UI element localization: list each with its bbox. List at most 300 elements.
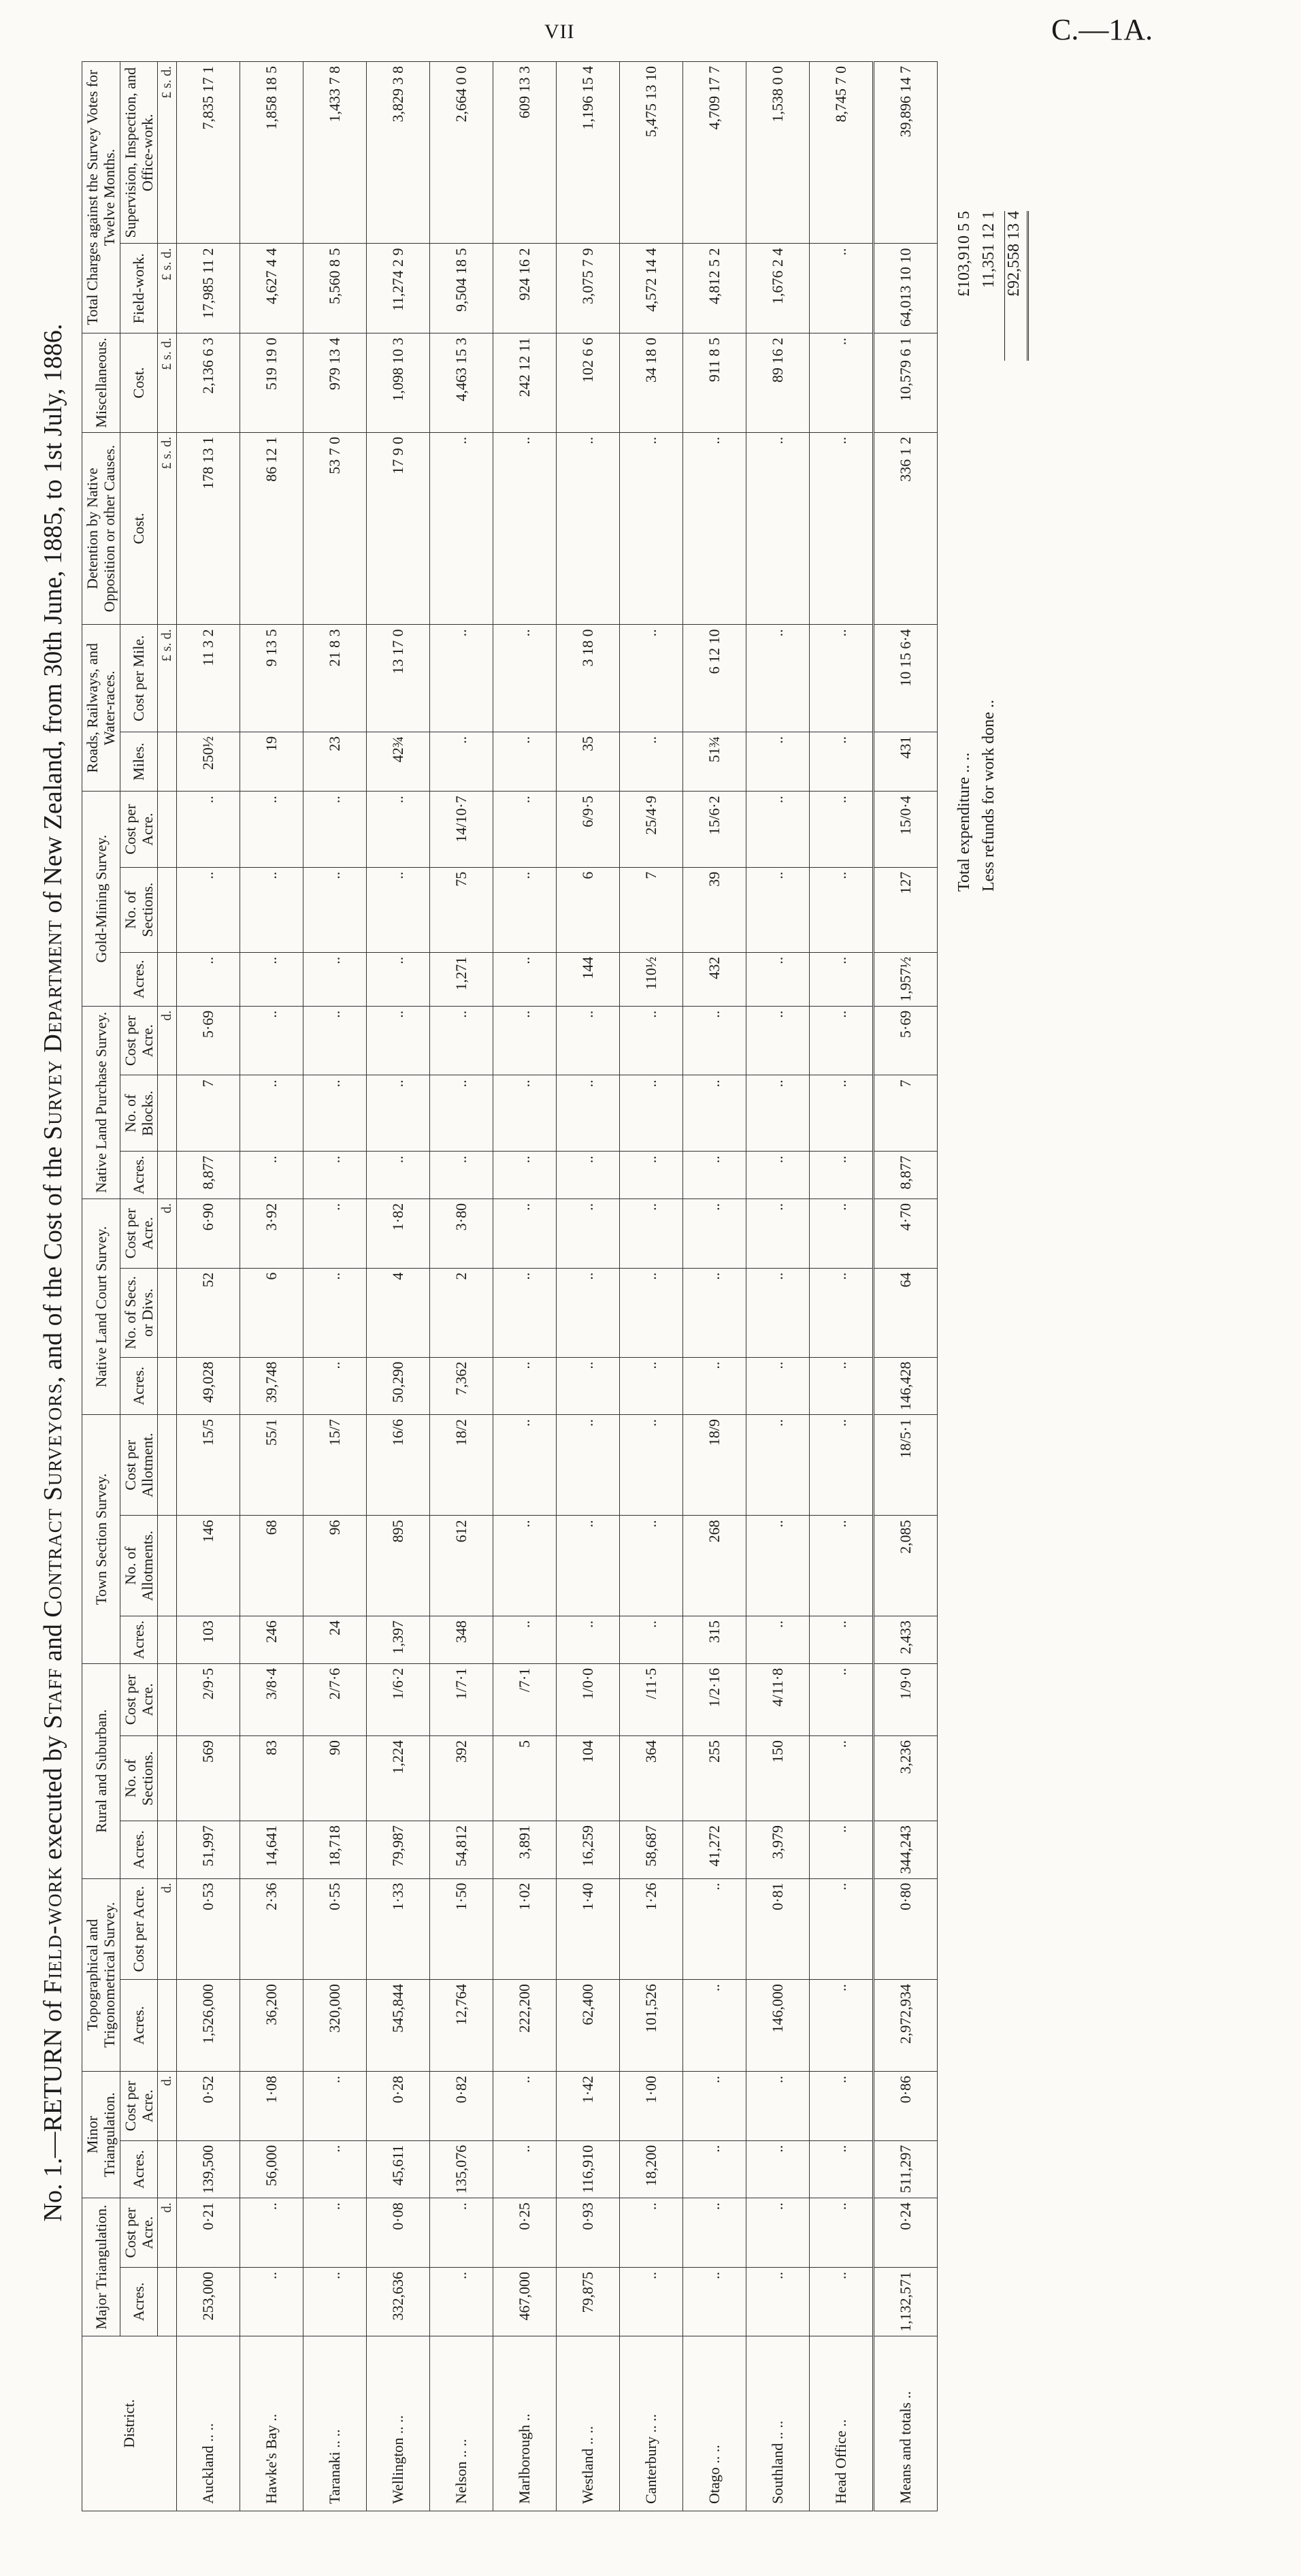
header-sub: Cost per Allotment. [120,1415,158,1516]
expenditure-value: £92,558 13 4 [1004,211,1029,361]
table-cell: 3,891 [493,1821,557,1879]
table-cell: .. [810,432,874,625]
table-cell: .. [367,952,430,1006]
table-cell: 102 6 6 [557,333,620,433]
table-cell: 4 [367,1268,430,1357]
table-cell: .. [683,1006,746,1075]
table-row [430,62,493,2511]
table-cell: .. [810,1415,874,1516]
table-cell: 3,236 [874,1736,938,1821]
table-cell: 0·86 [874,2071,938,2140]
table-cell: .. [683,1075,746,1152]
expenditure-label: Less refunds for work done .. [980,700,998,892]
table-row [367,62,430,2511]
header-group: Minor Triangulation. [82,2071,120,2198]
table-cell: 9 13 5 [240,625,303,732]
table-cell: 58,687 [620,1821,683,1879]
table-cell: 1,538 0 0 [746,62,810,244]
table-cell: 18,718 [303,1821,367,1879]
header-group: Gold-Mining Survey. [82,792,120,1007]
table-cell: 56,000 [240,2140,303,2198]
table-cell: 4/11·8 [746,1663,810,1735]
table-cell: .. [177,792,240,868]
table-cell: 6·90 [177,1199,240,1268]
header-sub: Cost per Acre. [120,2071,158,2140]
table-cell: /7·1 [493,1663,557,1735]
table-cell: 19 [240,732,303,791]
table-cell: 17,985 11 2 [177,244,240,333]
table-cell: 16/6 [367,1415,430,1516]
rotated-return-table [38,34,1263,2511]
table-cell: 924 16 2 [493,244,557,333]
unit-label: £ s. d. [158,62,177,244]
table-row [746,62,810,2511]
header-sub: Acres. [120,952,158,1006]
table-cell: 3,075 7 9 [557,244,620,333]
table-cell: 1/6·2 [367,1663,430,1735]
unit-label [158,1663,177,1735]
table-cell: .. [746,1152,810,1199]
unit-label [158,1980,177,2072]
table-cell: 431 [874,732,938,791]
table-cell: 0·52 [177,2071,240,2140]
table-cell: .. [303,2140,367,2198]
table-cell: .. [240,792,303,868]
table-cell: 1,397 [367,1616,430,1664]
table-cell: 144 [557,952,620,1006]
table-cell: .. [746,1006,810,1075]
title-contract: Contract Surveyors [39,1382,67,1618]
header-group: Total Charges against the Survey Votes for Twelve Months. [82,62,120,333]
table-cell: .. [493,792,557,868]
table-cell: .. [493,1357,557,1415]
table-cell: 68 [240,1516,303,1616]
table-cell: 1·26 [620,1878,683,1980]
header-sub: Cost per Acre. [120,1199,158,1268]
table-cell: .. [493,1152,557,1199]
header-group: Miscellaneous. [82,333,120,433]
table-cell: .. [810,1152,874,1199]
table-cell: .. [810,792,874,868]
title-fieldwork: Field-work [39,1866,67,1994]
table-cell: .. [367,1075,430,1152]
table-cell: 7,835 17 1 [177,62,240,244]
table-cell: 1·33 [367,1878,430,1980]
table-cell: 83 [240,1736,303,1821]
table-cell: 79,987 [367,1821,430,1879]
table-cell: 320,000 [303,1980,367,2072]
title-staff: Staff [39,1667,67,1729]
table-cell: 0·82 [430,2071,493,2140]
unit-label [158,2140,177,2198]
unit-label [158,2268,177,2336]
expenditure-label: Total expenditure .. .. [955,752,974,892]
unit-label: d. [158,1878,177,1980]
table-cell: 35 [557,732,620,791]
table-cell: .. [746,2268,810,2336]
table-cell: 2,136 6 3 [177,333,240,433]
table-cell: .. [240,867,303,952]
table-cell: .. [620,2198,683,2268]
table-cell: 4,627 4 4 [240,244,303,333]
table-cell: 79,875 [557,2268,620,2336]
table-cell: .. [746,1357,810,1415]
table-cell: 246 [240,1616,303,1664]
unit-label [158,952,177,1006]
table-cell: .. [620,1357,683,1415]
table-cell: 178 13 1 [177,432,240,625]
unit-label [158,1268,177,1357]
district-name: Wellington .. .. [367,2336,430,2511]
table-title [38,34,68,2511]
header-sub: Acres. [120,1357,158,1415]
table-cell: 18/9 [683,1415,746,1516]
table-cell: .. [746,1199,810,1268]
header-sub: Cost per Acre. [120,1006,158,1075]
table-cell: 1·08 [240,2071,303,2140]
header-row-units [158,62,177,2511]
table-cell: 51¾ [683,732,746,791]
table-cell: 62,400 [557,1980,620,2072]
table-cell: 344,243 [874,1821,938,1879]
table-cell: 364 [620,1736,683,1821]
table-cell: .. [557,1616,620,1664]
table-cell: 0·08 [367,2198,430,2268]
table-cell: .. [810,2071,874,2140]
table-cell: .. [493,2071,557,2140]
header-group: Major Triangulation. [82,2198,120,2336]
table-cell: .. [493,1268,557,1357]
header-sub: Acres. [120,1152,158,1199]
table-cell: 7 [874,1075,938,1152]
table-cell: 18/5·1 [874,1415,938,1516]
table-cell: 15/6·2 [683,792,746,868]
title-text-2: and [39,1624,67,1661]
header-sub: Cost per Mile. [120,625,158,732]
unit-label [158,1075,177,1152]
table-cell: .. [240,2198,303,2268]
title-text-3: , and of the Cost of the [39,1146,67,1383]
table-cell: .. [620,1006,683,1075]
header-sub: Cost. [120,432,158,625]
table-cell: .. [557,1199,620,1268]
table-cell: 3 18 0 [557,625,620,732]
table-cell: .. [493,732,557,791]
table-cell: 1/2·16 [683,1663,746,1735]
table-cell: 2 [430,1268,493,1357]
table-cell: .. [810,1075,874,1152]
unit-label: d. [158,1199,177,1268]
table-cell: 7 [177,1075,240,1152]
document-reference: C.—1A. [1051,13,1153,46]
expenditure-value: £103,910 5 5 [955,211,974,297]
table-cell: 39 [683,867,746,952]
table-cell: 1/7·1 [430,1663,493,1735]
table-cell: .. [557,1516,620,1616]
table-cell: 15/0·4 [874,792,938,868]
header-sub: Cost per Acre. [120,792,158,868]
title-text-1: executed by [39,1735,67,1860]
district-name: Marlborough .. [493,2336,557,2511]
district-name: Otago .. .. [683,2336,746,2511]
header-sub: Cost per Acre. [120,2198,158,2268]
table-cell: .. [557,1415,620,1516]
unit-label [158,1415,177,1516]
table-cell: 6 [240,1268,303,1357]
table-cell: 51,997 [177,1821,240,1879]
table-cell: 5 [493,1736,557,1821]
table-cell: 146,428 [874,1357,938,1415]
table-cell: 15/5 [177,1415,240,1516]
table-cell: 21 8 3 [303,625,367,732]
table-cell: 1,098 10 3 [367,333,430,433]
table-cell: .. [683,1357,746,1415]
table-cell: 0·55 [303,1878,367,1980]
table-cell: .. [683,2198,746,2268]
table-cell: 64 [874,1268,938,1357]
table-cell: .. [620,1152,683,1199]
header-sub: Acres. [120,1980,158,2072]
table-cell: .. [810,867,874,952]
table-cell: 222,200 [493,1980,557,2072]
table-row [683,62,746,2511]
unit-label [158,1736,177,1821]
header-sub: Acres. [120,2140,158,2198]
table-cell: 2,664 0 0 [430,62,493,244]
table-cell: 39,896 14 7 [874,62,938,244]
table-cell: 1,224 [367,1736,430,1821]
table-cell: .. [430,2198,493,2268]
table-cell: .. [746,732,810,791]
table-cell: 139,500 [177,2140,240,2198]
district-name: Nelson .. .. [430,2336,493,2511]
table-cell: 14/10·7 [430,792,493,868]
table-cell: 2,433 [874,1616,938,1664]
table-cell: .. [746,2198,810,2268]
unit-label [158,1616,177,1664]
table-cell: 75 [430,867,493,952]
table-row [810,62,874,2511]
header-group: Roads, Railways, and Water-races. [82,625,120,792]
table-cell: 12,764 [430,1980,493,2072]
table-cell: 14,641 [240,1821,303,1879]
table-cell: .. [367,1152,430,1199]
table-cell: 0·21 [177,2198,240,2268]
table-cell: 569 [177,1736,240,1821]
unit-label: £ s. d. [158,625,177,732]
table-cell: 23 [303,732,367,791]
table-cell: 911 8 5 [683,333,746,433]
district-name: Hawke's Bay .. [240,2336,303,2511]
table-row [557,62,620,2511]
table-cell: 0·93 [557,2198,620,2268]
table-cell: 612 [430,1516,493,1616]
unit-label: £ s. d. [158,244,177,333]
table-cell: 146 [177,1516,240,1616]
table-cell: 41,272 [683,1821,746,1879]
table-cell: 3·92 [240,1199,303,1268]
table-cell: .. [810,1878,874,1980]
expenditure-summary [955,34,1119,2511]
table-cell: 7,362 [430,1357,493,1415]
header-sub: No. of Blocks. [120,1075,158,1152]
table-cell: 6 [557,867,620,952]
table-cell: 1·02 [493,1878,557,1980]
table-cell: .. [303,2071,367,2140]
table-cell: .. [746,625,810,732]
header-group: Rural and Suburban. [82,1663,120,1878]
table-row [493,62,557,2511]
expenditure-line [955,211,980,892]
table-cell: 34 18 0 [620,333,683,433]
unit-label: d. [158,1006,177,1075]
table-cell: 0·28 [367,2071,430,2140]
table-cell: 1,196 15 4 [557,62,620,244]
table-cell: .. [620,1075,683,1152]
table-cell: .. [620,625,683,732]
table-cell: 4,572 14 4 [620,244,683,333]
table-cell: .. [810,2268,874,2336]
table-cell: .. [810,952,874,1006]
table-cell: .. [303,2268,367,2336]
table-cell: .. [810,1616,874,1664]
table-cell: .. [493,1415,557,1516]
table-cell: .. [810,2198,874,2268]
table-cell: .. [746,792,810,868]
table-cell: .. [746,952,810,1006]
table-cell: 332,636 [367,2268,430,2336]
table-cell: 49,028 [177,1357,240,1415]
table-cell: .. [810,732,874,791]
table-cell: .. [746,1616,810,1664]
table-cell: 1·50 [430,1878,493,1980]
table-cell: 1·00 [620,2071,683,2140]
table-cell: 24 [303,1616,367,1664]
district-name: Head Office .. [810,2336,874,2511]
table-cell: 8,877 [874,1152,938,1199]
table-cell: 5·69 [177,1006,240,1075]
table-cell: .. [683,1152,746,1199]
district-name: Canterbury .. .. [620,2336,683,2511]
table-cell: 55/1 [240,1415,303,1516]
table-cell: 3,979 [746,1821,810,1879]
table-cell: 6/9·5 [557,792,620,868]
table-cell: 104 [557,1736,620,1821]
header-group: Native Land Court Survey. [82,1199,120,1414]
unit-label: d. [158,2071,177,2140]
header-sub: Acres. [120,1616,158,1664]
table-cell: 519 19 0 [240,333,303,433]
district-name: Southland .. .. [746,2336,810,2511]
table-cell: 895 [367,1516,430,1616]
table-cell: 110½ [620,952,683,1006]
table-cell: 336 1 2 [874,432,938,625]
table-cell: .. [620,732,683,791]
table-cell: .. [746,2071,810,2140]
table-cell: 1·40 [557,1878,620,1980]
expenditure-line [980,211,1004,892]
table-cell: 10,579 6 1 [874,333,938,433]
unit-label: £ s. d. [158,432,177,625]
table-cell: .. [430,625,493,732]
table-cell: 1/9·0 [874,1663,938,1735]
table-cell: 90 [303,1736,367,1821]
net-expenditure [1004,211,1029,892]
table-cell: /11·5 [620,1663,683,1735]
table-cell: .. [430,1152,493,1199]
table-cell: 1/0·0 [557,1663,620,1735]
table-cell: 979 13 4 [303,333,367,433]
table-cell: 2/7·6 [303,1663,367,1735]
table-cell: .. [683,1268,746,1357]
totals-row [874,62,938,2511]
table-cell: 348 [430,1616,493,1664]
table-cell: 250½ [177,732,240,791]
header-group: Detention by Native Opposition or other Causes. [82,432,120,625]
table-cell: 0·53 [177,1878,240,1980]
table-cell: 42¾ [367,732,430,791]
table-row [620,62,683,2511]
table-cell: .. [620,432,683,625]
table-cell: .. [430,1075,493,1152]
table-cell: 268 [683,1516,746,1616]
table-cell: 1,433 7 8 [303,62,367,244]
table-cell: .. [810,625,874,732]
table-cell: 36,200 [240,1980,303,2072]
table-cell: .. [810,244,874,333]
table-cell: .. [810,333,874,433]
unit-label [158,732,177,791]
table-cell: .. [240,952,303,1006]
table-cell: 150 [746,1736,810,1821]
table-cell: 255 [683,1736,746,1821]
header-group: Native Land Purchase Survey. [82,1006,120,1199]
table-cell: .. [430,1006,493,1075]
table-cell: 1,676 2 4 [746,244,810,333]
table-cell: 545,844 [367,1980,430,2072]
table-cell: 6 12 10 [683,625,746,732]
table-cell: 64,013 10 10 [874,244,938,333]
table-cell: .. [810,1980,874,2072]
table-cell: .. [493,1006,557,1075]
table-cell: .. [746,1516,810,1616]
district-name: Means and totals .. [874,2336,938,2511]
header-district: District. [82,2336,177,2511]
table-cell: 50,290 [367,1357,430,1415]
table-cell: .. [810,1006,874,1075]
table-cell: .. [303,1152,367,1199]
table-cell: .. [683,432,746,625]
table-cell: .. [430,732,493,791]
header-sub: No. of Sections. [120,867,158,952]
table-cell: .. [493,625,557,732]
table-cell: .. [810,1663,874,1735]
table-row [177,62,240,2511]
table-cell: .. [810,1736,874,1821]
table-cell: .. [810,1268,874,1357]
table-cell: .. [303,867,367,952]
table-cell: 432 [683,952,746,1006]
table-cell: .. [367,792,430,868]
table-cell: 4,709 17 7 [683,62,746,244]
table-cell: 1,526,000 [177,1980,240,2072]
title-department: Survey Department [39,919,67,1141]
table-cell: 5·69 [874,1006,938,1075]
table-cell: 2·36 [240,1878,303,1980]
table-cell: 3/8·4 [240,1663,303,1735]
table-cell: 2/9·5 [177,1663,240,1735]
table-cell: .. [240,1006,303,1075]
